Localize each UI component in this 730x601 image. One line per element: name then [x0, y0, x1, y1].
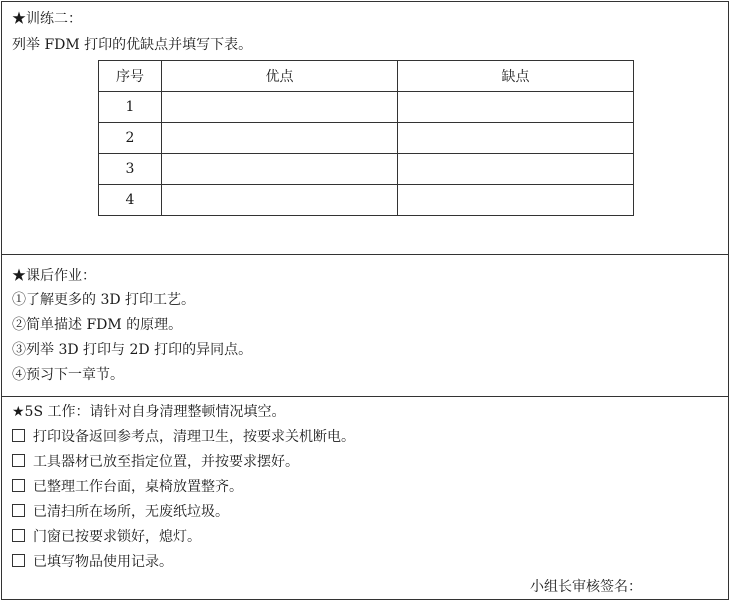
checkbox[interactable] — [12, 429, 25, 442]
pro-cell[interactable] — [162, 185, 398, 216]
pros-cons-table — [98, 60, 634, 216]
fives-checklist-item — [12, 453, 299, 471]
checkbox[interactable] — [12, 454, 25, 467]
checkbox[interactable] — [12, 479, 25, 492]
homework-heading: ★课后作业： — [12, 268, 96, 284]
signature-label: 小组长审核签名： — [530, 579, 642, 595]
table-header-row — [99, 61, 634, 92]
table-row — [99, 154, 634, 185]
con-cell[interactable] — [398, 154, 634, 185]
fives-checklist-item — [12, 553, 173, 571]
homework-item: ④预习下一章节。 — [12, 367, 124, 383]
checklist-label: 打印设备返回参考点，清理卫生，按要求关机断电。 — [33, 429, 355, 445]
homework-section — [2, 255, 728, 397]
training-section — [2, 2, 728, 255]
checklist-label: 门窗已按要求锁好，熄灯。 — [33, 529, 201, 545]
checklist-label: 已整理工作台面，桌椅放置整齐。 — [33, 479, 243, 495]
con-cell[interactable] — [398, 123, 634, 154]
checklist-label: 已填写物品使用记录。 — [33, 554, 173, 570]
row-number: 4 — [99, 185, 162, 216]
table-row — [99, 123, 634, 154]
header-number: 序号 — [99, 61, 162, 92]
header-cons: 缺点 — [398, 61, 634, 92]
homework-item: ③列举 3D 打印与 2D 打印的异同点。 — [12, 342, 253, 358]
fives-checklist-item — [12, 528, 201, 546]
row-number: 1 — [99, 92, 162, 123]
fives-checklist-item — [12, 503, 229, 521]
training-instruction: 列举 FDM 打印的优缺点并填写下表。 — [12, 37, 253, 53]
homework-item: ①了解更多的 3D 打印工艺。 — [12, 292, 196, 308]
checklist-label: 已清扫所在场所，无废纸垃圾。 — [33, 504, 229, 520]
fives-heading: ★5S 工作：请针对自身清理整顿情况填空。 — [12, 404, 286, 420]
table-row — [99, 185, 634, 216]
table-row — [99, 92, 634, 123]
pro-cell[interactable] — [162, 92, 398, 123]
checkbox[interactable] — [12, 529, 25, 542]
pro-cell[interactable] — [162, 154, 398, 185]
training-heading: ★训练二： — [12, 11, 82, 27]
fives-section — [2, 397, 728, 599]
fives-checklist-item — [12, 478, 243, 496]
con-cell[interactable] — [398, 92, 634, 123]
checkbox[interactable] — [12, 554, 25, 567]
worksheet-frame — [1, 1, 729, 600]
con-cell[interactable] — [398, 185, 634, 216]
homework-item: ②简单描述 FDM 的原理。 — [12, 317, 183, 333]
pro-cell[interactable] — [162, 123, 398, 154]
checklist-label: 工具器材已放至指定位置，并按要求摆好。 — [33, 454, 299, 470]
checkbox[interactable] — [12, 504, 25, 517]
row-number: 2 — [99, 123, 162, 154]
fives-checklist-item — [12, 428, 355, 446]
header-pros: 优点 — [162, 61, 398, 92]
row-number: 3 — [99, 154, 162, 185]
